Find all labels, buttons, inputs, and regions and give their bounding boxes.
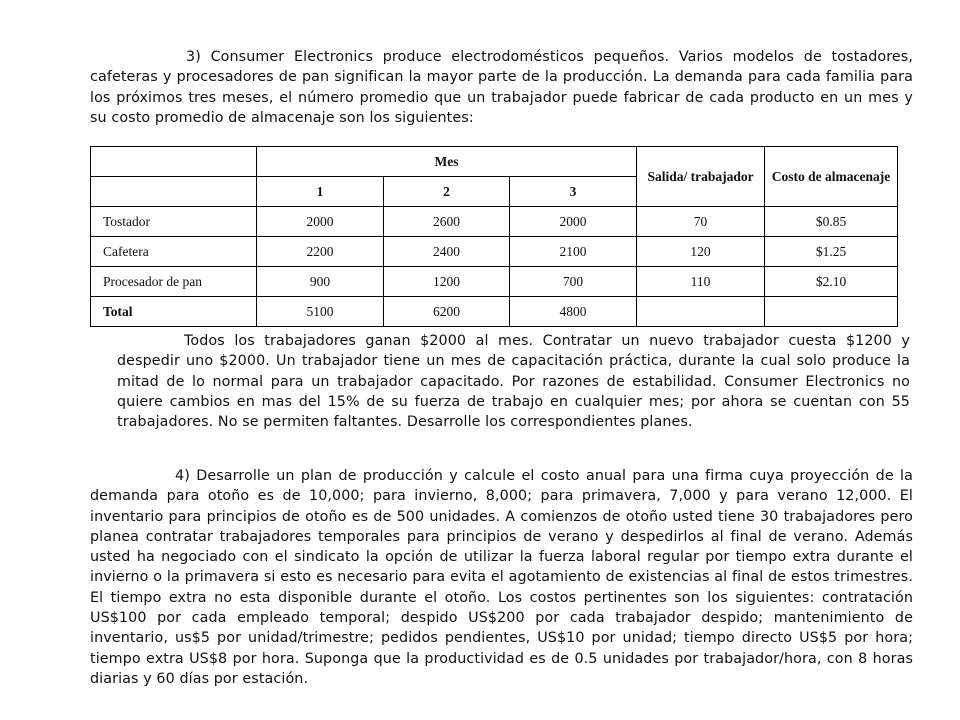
cell-costo: $0.85: [765, 207, 898, 237]
table-row: [91, 267, 898, 297]
row-label: Tostador: [91, 207, 257, 237]
total-salida-empty: [637, 297, 765, 327]
demand-table: [90, 146, 898, 327]
cell-salida: 110: [637, 267, 765, 297]
table-header-row: [91, 147, 898, 177]
total-label: Total: [91, 297, 257, 327]
table-corner-cell: [91, 147, 257, 177]
total-month-2: 6200: [384, 297, 510, 327]
month-2-header: 2: [384, 177, 510, 207]
header-costo-almacenaje: Costo de almacenaje: [765, 147, 898, 207]
cell-salida: 120: [637, 237, 765, 267]
total-month-1: 5100: [257, 297, 384, 327]
row-label: Procesador de pan: [91, 267, 257, 297]
cell-month-1: 900: [257, 267, 384, 297]
total-month-3: 4800: [510, 297, 637, 327]
table-row: [91, 237, 898, 267]
cell-month-2: 1200: [384, 267, 510, 297]
total-costo-empty: [765, 297, 898, 327]
cell-month-2: 2600: [384, 207, 510, 237]
table-empty-cell: [91, 177, 257, 207]
problem-3-followup: Todos los trabajadores ganan $2000 al mes. Contratar un nuevo trabajador cuesta $1200 y despedir uno $2000. Un trabajador tiene un mes de capacitación práctica, durante la cual solo produce la mitad de lo normal para un trabajador capacitado. Por razones de estabilidad. Consumer Electronics no quiere cambios en mas del 15% de su fuerza de trabajo en cualquier mes; por ahora se cuentan con 55 trabajadores. No se permiten faltantes. Desarrolle los correspondientes planes.: [117, 333, 910, 431]
cell-month-3: 700: [510, 267, 637, 297]
cell-month-2: 2400: [384, 237, 510, 267]
cell-salida: 70: [637, 207, 765, 237]
table-row: [91, 207, 898, 237]
month-1-header: 1: [257, 177, 384, 207]
month-3-header: 3: [510, 177, 637, 207]
header-salida-trabajador: Salida/ trabajador: [637, 147, 765, 207]
cell-costo: $2.10: [765, 267, 898, 297]
row-label: Cafetera: [91, 237, 257, 267]
header-mes: Mes: [257, 147, 637, 177]
problem-4-text: 4) Desarrolle un plan de producción y calcule el costo anual para una firma cuya proyección de la demanda para otoño es de 10,000; para invierno, 8,000; para primavera, 7,000 y para verano 12,000. El inventario para principios de otoño es de 500 unidades. A comienzos de otoño usted tiene 30 trabajadores pero planea contratar trabajadores temporales para principios de verano y despedirlos al final de verano. Además usted ha negociado con el sindicato la opción de utilizar la fuerza laboral regular por tiempo extra durante el invierno o la primavera si esto es necesario para evita el agotamiento de existencias al final de estos trimestres. El tiempo extra no esta disponible durante el otoño. Los costos pertinentes son los siguientes: contratación US$100 por cada empleado temporal; despido US$200 por cada trabajador despido; mantenimiento de inventario, us$5 por unidad/trimestre; pedidos pendientes, US$10 por unidad; tiempo directo US$5 por hora; tiempo extra US$8 por hora. Suponga que la productividad es de 0.5 unidades por trabajador/hora, con 8 horas diarias y 60 días por estación.: [90, 468, 913, 687]
cell-month-1: 2200: [257, 237, 384, 267]
cell-month-3: 2000: [510, 207, 637, 237]
table-total-row: [91, 297, 898, 327]
cell-month-3: 2100: [510, 237, 637, 267]
cell-month-1: 2000: [257, 207, 384, 237]
cell-costo: $1.25: [765, 237, 898, 267]
problem-3-intro: 3) Consumer Electronics produce electrodomésticos pequeños. Varios modelos de tostadores, cafeteras y procesadores de pan significan la mayor parte de la producción. La demanda para cada familia para los próximos tres meses, el número promedio que un trabajador puede fabricar de cada producto en un mes y su costo promedio de almacenaje son los siguientes:: [90, 49, 913, 126]
